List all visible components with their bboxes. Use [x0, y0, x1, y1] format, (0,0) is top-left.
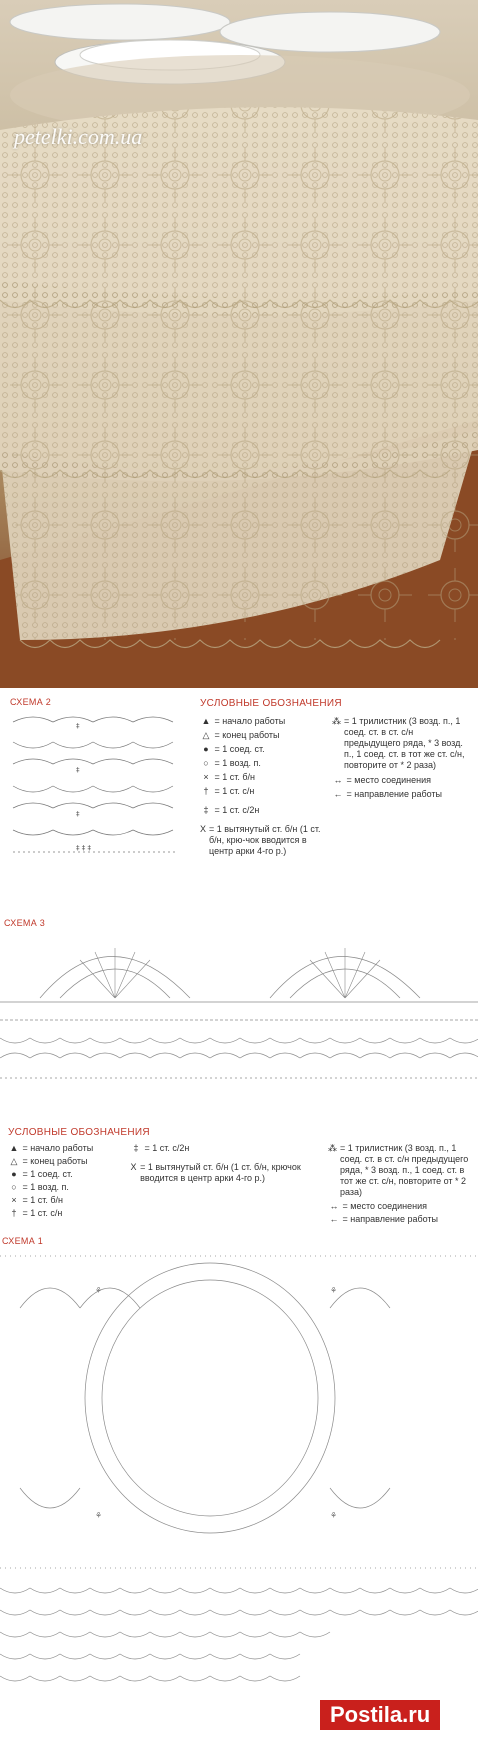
schema3-chart — [0, 920, 478, 1120]
svg-text:‡ ‡ ‡: ‡ ‡ ‡ — [76, 844, 91, 852]
watermark: petelki.com.ua — [14, 124, 143, 149]
schema2-legend-title: УСЛОВНЫЕ ОБОЗНАЧЕНИЯ — [200, 698, 342, 709]
schema1-legend-title: УСЛОВНЫЕ ОБОЗНАЧЕНИЯ — [8, 1127, 150, 1138]
schema2-chart — [8, 712, 188, 862]
svg-text:⚘: ⚘ — [95, 1286, 103, 1295]
tablecloth-photo — [0, 0, 478, 688]
svg-text:‡: ‡ — [76, 810, 80, 818]
schema1-legend-left: ▲ = начало работы △ = конец работы ● = 1 соед. ст. ○ = 1 возд. п. × = 1 ст. б/н † = 1 ст. с/н — [9, 1143, 94, 1218]
schema1-legend-mid: ‡ = 1 ст. с/2н X = 1 вытянутый ст. б/н (1 ст. б/н, крючок вводится в центр арки 4-го р.) — [130, 1143, 301, 1183]
schema2-legend-right: ⁂ = 1 трилистник (3 возд. п., 1 соед. ст. в ст. с/н предыдущего ряда, * 3 возд. п., 1 соед. ст. в тот же ст. с/н, повторите от * 2 раза) ↔ = место соединения ← = направление работы — [332, 716, 465, 799]
schema3-label: СХЕМА 3 — [4, 918, 46, 928]
schema2-legend-left: ▲ = начало работы △ = конец работы ● = 1 соед. ст. ○ = 1 возд. п. × = 1 ст. б/н † = 1 ст. с/н ‡ = 1 ст. с/2н X = 1 вытянутый ст. б/н (1 ст. б/н, крю-чок вводится в центр арки 4-го р.) — [200, 716, 321, 856]
svg-text:⚘: ⚘ — [330, 1511, 338, 1520]
postila-logo: Postila.ru — [320, 1700, 440, 1730]
schema1-legend-right: ⁂ = 1 трилистник (3 возд. п., 1 соед. ст. в ст. с/н предыдущего ряда, * 3 возд. п., 1 соед. ст. в тот же ст. с/н, повторите от * 2 раза) ↔ = место соединения ← = направление работы — [328, 1143, 469, 1224]
tablecloth-illustration — [0, 0, 478, 688]
svg-text:‡: ‡ — [76, 766, 80, 774]
svg-text:⚘: ⚘ — [330, 1286, 338, 1295]
svg-text:⚘: ⚘ — [95, 1511, 103, 1520]
schema2-label: СХЕМА 2 — [10, 697, 52, 707]
schema1-label: СХЕМА 1 — [2, 1236, 44, 1246]
schema1-chart — [0, 1248, 478, 1698]
svg-text:‡: ‡ — [76, 722, 80, 730]
